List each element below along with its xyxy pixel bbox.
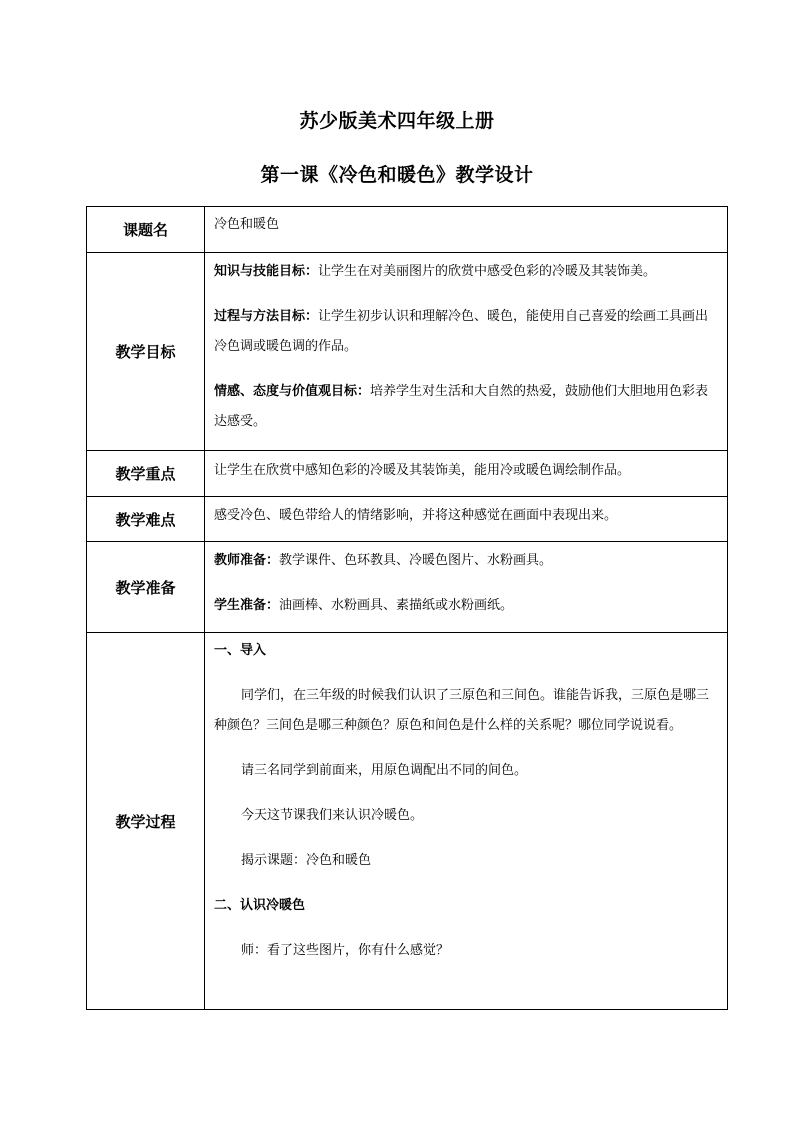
topic-value [205,207,728,253]
document-subtitle: 第一课《冷色和暖色》教学设计 [260,164,534,186]
goals-content [205,253,728,451]
goal-knowledge [214,257,719,287]
process-paragraph: 同学们，在三年级的时候我们认识了三原色和三间色。谁能告诉我，三原色是哪三种颜色？三间色是哪三种颜色？原色和间色是什么样的关系呢？哪位同学说说看。 [214,688,710,733]
goal-emotion-text: 培养学生对生活和大自然的热爱，鼓励他们大胆地用色彩表达感受。 [214,384,709,429]
prep-teacher-heading: 教师准备： [214,553,280,568]
table-row [87,497,728,542]
prep-student [214,591,719,621]
goal-process [214,302,719,362]
prep-teacher [214,546,719,576]
goal-emotion-heading: 情感、态度与价值观目标： [214,384,371,399]
topic-text: 冷色和暖色 [214,217,280,232]
table-row [87,253,728,451]
table-row [87,633,728,1010]
prep-student-heading: 学生准备： [214,598,280,613]
table-row [87,542,728,633]
goal-process-heading: 过程与方法目标： [214,309,319,324]
key-points-content [205,451,728,497]
process-content [205,633,728,1010]
process-paragraph: 师：看了这些图片，你有什么感觉？ [241,943,450,958]
prep-teacher-text: 教学课件、色环教具、冷暖色图片、水粉画具。 [279,553,553,568]
goal-process-text: 让学生初步认识和理解冷色、暖色，能使用自己喜爱的绘画工具画出冷色调或暖色调的作品。 [214,309,709,354]
prep-student-text: 油画棒、水粉画具、素描纸或水粉画纸。 [279,598,514,613]
difficulties-label: 教学难点 [87,497,205,542]
process-paragraph: 请三名同学到前面来，用原色调配出不同的间色。 [241,763,528,778]
table-row [87,207,728,253]
key-points-text: 让学生在欣赏中感知色彩的冷暖及其装饰美，能用冷或暖色调绘制作品。 [214,463,631,478]
process-section-intro: 一、导入 [214,643,267,658]
document-title: 苏少版美术四年级上册 [299,110,495,132]
preparation-content [205,542,728,633]
process-paragraph: 揭示课题：冷色和暖色 [241,853,372,868]
process-label: 教学过程 [87,633,205,1010]
difficulties-text: 感受冷色、暖色带给人的情绪影响，并将这种感觉在画面中表现出来。 [214,508,618,523]
preparation-label: 教学准备 [87,542,205,633]
goal-emotion [214,377,719,437]
goal-knowledge-heading: 知识与技能目标： [214,264,319,279]
key-points-label: 教学重点 [87,451,205,497]
process-paragraph: 今天这节课我们来认识冷暖色。 [241,808,424,823]
goals-label: 教学目标 [87,253,205,451]
difficulties-content [205,497,728,542]
table-row [87,451,728,497]
topic-label: 课题名 [87,207,205,253]
process-section-colors: 二、认识冷暖色 [214,898,306,913]
lesson-plan-table [86,206,728,1010]
goal-knowledge-text: 让学生在对美丽图片的欣赏中感受色彩的冷暖及其装饰美。 [318,264,657,279]
